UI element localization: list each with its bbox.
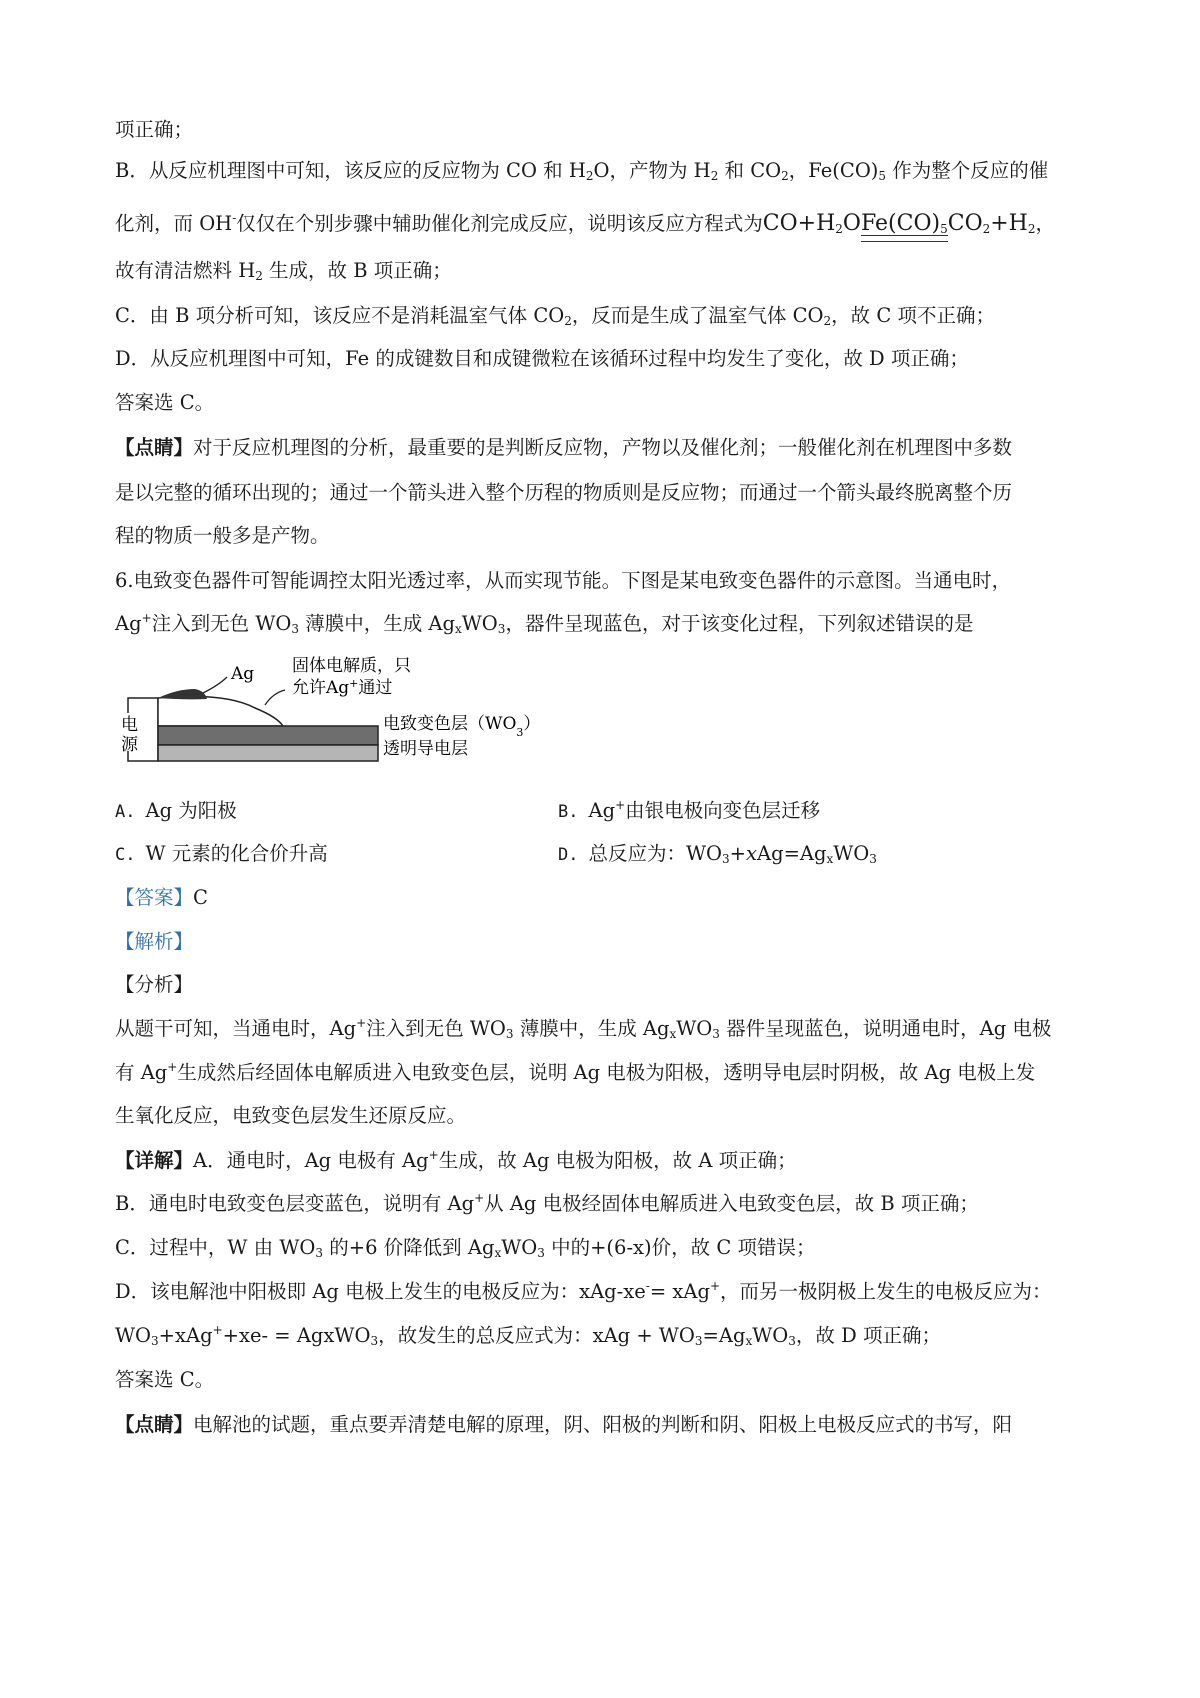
conductive-layer-label: 透明导电层: [383, 739, 468, 759]
fenxi-heading: 【分析】: [115, 973, 194, 996]
text-line: 从题干可知，当通电时，Ag+注入到无色 $WO_3$ 薄膜中，生成 $Ag_xWO_3$ 器件呈现蓝色，说明通电时，Ag 电极: [115, 1016, 1052, 1041]
ag-leader-line: [203, 677, 227, 693]
text-line: 答案选 C。: [115, 391, 215, 414]
question-6-stem: 6.电致变色器件可智能调控太阳光透过率，从而实现节能。下图是某电致变色器件的示意图。当通电时，: [115, 569, 1012, 592]
answer-value: C: [193, 886, 208, 909]
text-line: 故有清洁燃料 $H_2$ 生成，故 B 项正确；: [115, 259, 452, 283]
electrochromic-layer: [158, 726, 378, 745]
text-line: B．通电时电致变色层变蓝色，说明有 Ag+从 Ag 电极经固体电解质进入电致变色层，故 B 项正确；: [115, 1191, 979, 1215]
electrolyte-label: 允许Ag+通过: [292, 676, 393, 698]
analysis-heading: 【解析】: [115, 930, 194, 953]
electrochromic-device-diagram: [115, 655, 575, 785]
reaction-equation: $CO+H_2OFe(CO)_5$ $CO_2+H_2$: [763, 211, 1036, 236]
power-source-label: 电: [121, 715, 138, 735]
electrolyte-label: 固体电解质，只: [292, 656, 411, 676]
electrolyte-leader-line: [265, 690, 285, 705]
text-line: 项正确；: [115, 118, 194, 141]
text-line: 【详解】A．通电时，Ag 电极有 Ag+生成，故 Ag 电极为阳极，故 A 项正确；: [115, 1148, 797, 1172]
power-source-label: 源: [121, 735, 138, 755]
option-a: A. Ag 为阳极: [115, 799, 237, 822]
text-line: 有 Ag+生成然后经固体电解质进入电致变色层，说明 Ag 电极为阳极，透明导电层时阴极，故 Ag 电极上发: [115, 1060, 1036, 1084]
text-line: D．该电解池中阳极即 Ag 电极上发生的电极反应为：xAg-xe-= xAg+，而另一极阴极上发生的电极反应为：: [115, 1279, 1052, 1303]
solid-electrolyte: [158, 696, 283, 726]
option-d: D. 总反应为：$WO_3+xAg=Ag_xWO_3$: [558, 842, 877, 866]
option-b: B. Ag+由银电极向变色层迁移: [558, 798, 821, 822]
text-line: 生氧化反应，电致变色层发生还原反应。: [115, 1104, 467, 1127]
text-line: 化剂，而 OH-仅仅在个别步骤中辅助催化剂完成反应，说明该反应方程式为$CO+H_2OFe(CO)_5$ $CO_2+H_2$，: [115, 210, 1055, 238]
answer-line: [115, 884, 208, 912]
text-line: 答案选 C。: [115, 1368, 215, 1391]
answer-label: 【答案】: [115, 886, 194, 909]
text-line: C．过程中，W 由 $WO_3$ 的+6 价降低到 $Ag_xWO_3$ 中的+(6-x)价，故 C 项错误；: [115, 1236, 816, 1260]
text-line: C．由 B 项分析可知，该反应不是消耗温室气体 $CO_2$，反而是生成了温室气体 $CO_2$，故 C 项不正确；: [115, 304, 995, 328]
text-line: 是以完整的循环出现的；通过一个箭头进入整个历程的物质则是反应物；而通过一个箭头最终脱离整个历: [115, 481, 1013, 504]
electrochromic-layer-label: 电致变色层$(WO_3)$: [383, 714, 541, 739]
text-line: D．从反应机理图中可知，Fe 的成键数目和成键微粒在该循环过程中均发生了变化，故 D 项正确；: [115, 347, 969, 370]
option-c: C. W 元素的化合价升高: [115, 842, 328, 865]
text-line: 【点睛】对于反应机理图的分析，最重要的是判断反应物，产物以及催化剂；一般催化剂在机理图中多数: [115, 436, 1013, 459]
question-6-stem: Ag+注入到无色 $WO_3$ 薄膜中，生成 $Ag_xWO_3$，器件呈现蓝色，对于该变化过程，下列叙述错误的是: [115, 611, 974, 636]
text-line: 【点睛】电解池的试题，重点要弄清楚电解的原理，阴、阳极的判断和阴、阳极上电极反应式的书写，阳: [115, 1413, 1013, 1436]
silver-electrode: [158, 689, 207, 699]
text-line: $WO_3+xAg^++xe-$ = AgxWO$_3$，故发生的总反应式为：xAg + $WO_3=Ag_xWO_3$，故 D 项正确；: [115, 1323, 941, 1348]
text-line: B．从反应机理图中可知，该反应的反应物为 CO 和 $H_2O$，产物为 $H_2$ 和 $CO_2$，$Fe(CO)_5$ 作为整个反应的催: [115, 159, 1049, 183]
equals-bar: [861, 235, 948, 242]
ag-label: Ag: [231, 664, 255, 684]
text-line: 程的物质一般多是产物。: [115, 524, 330, 547]
transparent-conductive-layer: [158, 745, 378, 761]
